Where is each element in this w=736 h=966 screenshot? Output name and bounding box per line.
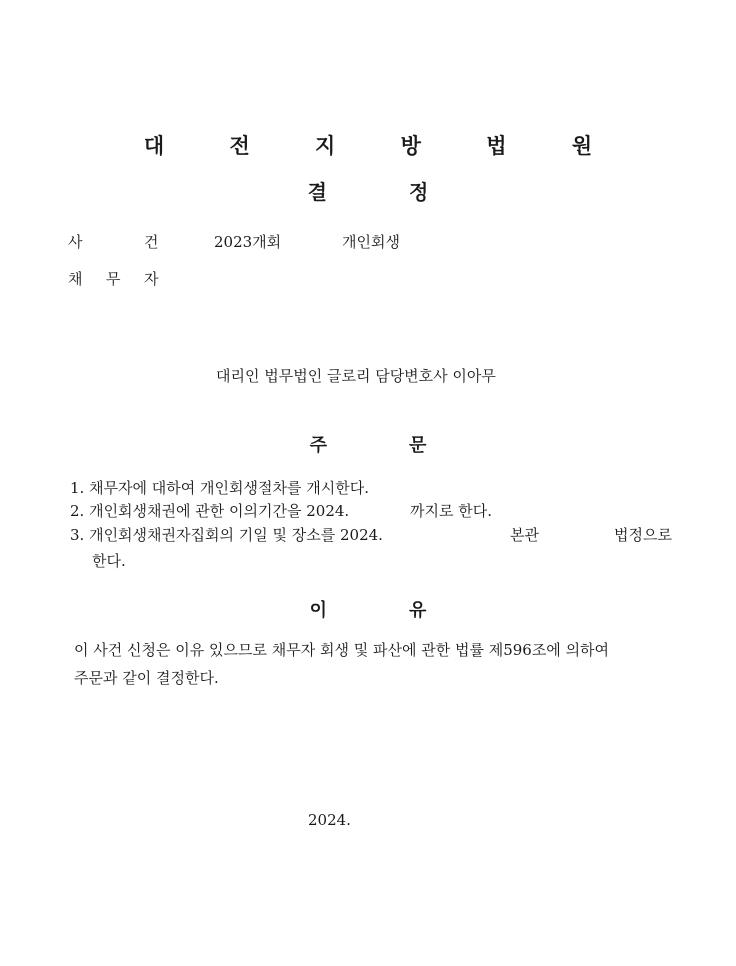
case-label-char-1: 사: [68, 233, 83, 251]
order-item-1: 1. 채무자에 대하여 개인회생절차를 개시한다.: [70, 479, 369, 497]
document-title: [0, 176, 736, 205]
case-label-char-2: 건: [144, 233, 159, 251]
reason-heading-char-1: 이: [309, 600, 327, 621]
order-item-3-continued: 한다.: [92, 552, 126, 570]
order-item-3-tail: 법정으로: [614, 526, 672, 544]
order-item-3: 3. 개인회생채권자집회의 기일 및 장소를 2024.: [70, 526, 383, 544]
debtor-label-char-1: 채: [68, 270, 83, 288]
order-heading: [0, 431, 736, 457]
reason-heading-char-2: 유: [409, 600, 427, 621]
order-heading-char-2: 문: [409, 435, 427, 456]
order-item-3-place: 본관: [510, 526, 539, 544]
reason-line-2: 주문과 같이 결정한다.: [74, 669, 219, 687]
reason-line-1: 이 사건 신청은 이유 있으므로 채무자 회생 및 파산에 관한 법률 제596조에 의하여: [74, 641, 610, 659]
case-type: 개인회생: [342, 233, 400, 251]
agent-line: 대리인 법무법인 글로리 담당변호사 이아무: [216, 367, 496, 385]
order-heading-char-1: 주: [309, 435, 327, 456]
court-name: 대 전 지 방 법 원: [143, 134, 622, 158]
debtor-label-char-3: 자: [144, 270, 159, 288]
order-item-2-tail: 까지로 한다.: [410, 502, 492, 520]
decision-date: 2024.: [308, 811, 351, 829]
document-title-char-1: 결: [307, 180, 327, 204]
reason-heading: [0, 596, 736, 622]
debtor-label-char-2: 무: [106, 270, 121, 288]
order-item-2: 2. 개인회생채권에 관한 이의기간을 2024.: [70, 502, 350, 520]
case-number: 2023개회: [214, 233, 282, 251]
document-title-char-2: 정: [409, 180, 429, 204]
